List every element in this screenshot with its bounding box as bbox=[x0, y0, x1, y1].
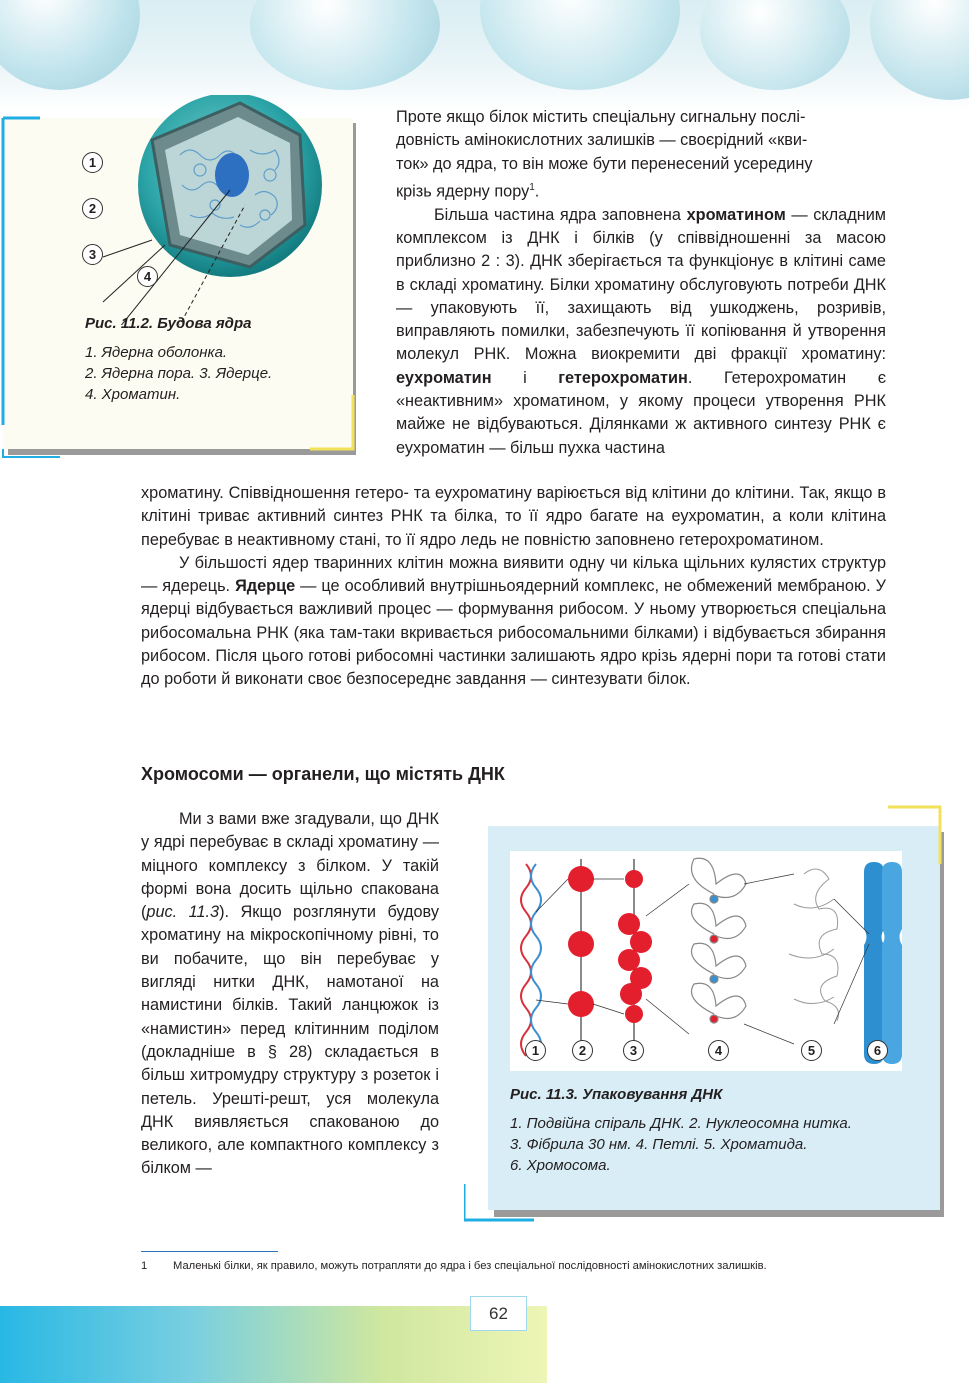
page-number: 62 bbox=[470, 1296, 527, 1331]
text-span: Ми з вами вже згадували, що ДНК у ядрі перебуває в складі хроматину — міцного комплексу з білком. У такій формі вона досить щільно спакована ( bbox=[141, 810, 439, 922]
label-3: 3 bbox=[623, 1040, 644, 1061]
footnote-ref: 1 bbox=[529, 181, 535, 193]
text-span: крізь ядерну пору bbox=[396, 182, 530, 201]
footnote-number: 1 bbox=[141, 1260, 148, 1272]
paragraph-nucleolus bbox=[141, 552, 886, 692]
figure-reference: рис. 11.3 bbox=[146, 903, 220, 922]
text-span: У більшості ядер тваринних клітин можна виявити одну чи кілька щільних кулястих структур — ядерець. bbox=[141, 553, 886, 596]
label-1: 1 bbox=[82, 152, 103, 173]
header-cell-decoration bbox=[700, 0, 850, 90]
footer-decoration bbox=[0, 1306, 547, 1383]
figure-11-2 bbox=[0, 95, 372, 465]
term-chromatin: хроматином bbox=[686, 205, 786, 224]
caption-item: 6. Хромосома. bbox=[510, 1157, 611, 1174]
figure-11-3 bbox=[464, 804, 944, 1224]
header-cell-decoration bbox=[480, 0, 680, 90]
text-span: — це особливий внутрішньоядерний комплекс, не обмежений мембраною. У ядерці відбувається важливий процес — формування рибосом. У ньому утворюється спеціальна рибосомальна РНК (яка там-таки вкривається рибосомальними білками) і відбувається збирання рибосом. Після цього готові рибосомні частинки залишають ядро крізь ядерні пори та готові стати до роботи й виконати своє безпосереднє завдання — синтезувати білок. bbox=[141, 577, 887, 689]
caption-items bbox=[510, 1113, 920, 1176]
loops bbox=[692, 858, 747, 1023]
text-span: — складним комплексом із ДНК і білків (у співвідношенні за масою приблизно 2 : 3). ДНК зберігається та функціонує в клітині саме в складі хроматину. Білки хроматину обслуговують потреби ДНК — упаковують її, захищають від ушкоджень, розривів, виправляють помилки, забезпечують її копіювання й утворення молекул РНК. Можна виокремити дві фракції хроматину: bbox=[396, 205, 886, 364]
label-2: 2 bbox=[82, 198, 103, 219]
label-3: 3 bbox=[82, 244, 103, 265]
fibril-30nm bbox=[618, 859, 652, 1049]
nucleosome-string bbox=[568, 859, 594, 1049]
text-span: Більша частина ядра заповнена bbox=[434, 205, 687, 224]
text-span: і bbox=[491, 368, 559, 387]
text-span: . Гетерохроматин є «неактивним» хроматином, у якому процеси утворення РНК майже не відбуваються. Ділянками ж активного синтезу РНК є еухроматин — більш пухка частина bbox=[396, 368, 886, 457]
caption-item: 1. Подвійна спіраль ДНК. 2. Нуклеосомна нитка. bbox=[510, 1115, 852, 1132]
paragraph-left-column bbox=[141, 808, 439, 1181]
caption-item: 2. Ядерна пора. 3. Ядерце. bbox=[85, 365, 273, 382]
label-4: 4 bbox=[137, 266, 158, 287]
connector-lines bbox=[536, 874, 869, 1044]
caption-title: Рис. 11.3. Упаковування ДНК bbox=[510, 1086, 723, 1103]
dna-double-helix bbox=[521, 864, 541, 1056]
label-5: 5 bbox=[801, 1040, 822, 1061]
paragraph-full-width bbox=[141, 482, 886, 692]
paragraph-chromatin bbox=[396, 204, 886, 460]
section-heading: Хромосоми — органели, що містять ДНК bbox=[141, 764, 505, 784]
figure-11-2-caption bbox=[85, 315, 345, 405]
term-nucleolus: Ядерце bbox=[235, 577, 296, 596]
header-cell-decoration bbox=[250, 0, 440, 90]
figure-11-3-caption bbox=[510, 1086, 920, 1176]
text-span: ). Якщо розглянути будову хроматину на мікроскопічному рівні, то ви побачите, що він перебуває у вигляді нитки ДНК, намотаної на намистини білків. Такий ланцюжок із «намистин» перед клітинним поділом (докладніше в § 28) складається в більш хитромудру структуру з розеток і петель. Урешті-решт, уся молекула ДНК виявляється спакованою до великого, але компактного комплексу з білком — bbox=[141, 903, 439, 1178]
caption-title: Рис. 11.2. Будова ядра bbox=[85, 315, 252, 332]
label-1: 1 bbox=[525, 1040, 546, 1061]
paragraph-right-column bbox=[396, 106, 886, 460]
caption-item: 1. Ядерна оболонка. bbox=[85, 344, 228, 361]
nucleus-illustration bbox=[0, 95, 372, 325]
footnote-text: Маленькі білки, як правило, можуть потрапляти до ядра і без спеціальної послідовності амінокислотних залишків. bbox=[173, 1260, 767, 1272]
chromosome bbox=[864, 862, 902, 1064]
chromatid bbox=[789, 869, 839, 1021]
footnote bbox=[141, 1260, 767, 1272]
label-6: 6 bbox=[867, 1040, 888, 1061]
footnote-divider bbox=[141, 1251, 278, 1252]
term-euchromatin: еухроматин bbox=[396, 368, 492, 387]
text-line: довність амінокислотних залишків — своєрідний «кви- bbox=[396, 131, 808, 150]
caption-item: 3. Фібрила 30 нм. 4. Петлі. 5. Хроматида. bbox=[510, 1136, 808, 1153]
caption-items bbox=[85, 342, 345, 405]
paragraph-chromosomes bbox=[141, 808, 439, 1181]
header-cell-decoration bbox=[870, 0, 969, 100]
term-heterochromatin: гетерохроматин bbox=[558, 368, 688, 387]
caption-item: 4. Хроматин. bbox=[85, 386, 181, 403]
text-line: Проте якщо білок містить спеціальну сигнальну послі- bbox=[396, 108, 806, 126]
nucleolus bbox=[215, 153, 249, 197]
header-cell-decoration bbox=[0, 0, 140, 90]
text-line: ток» до ядра, то він може бути перенесений усередину bbox=[396, 154, 813, 173]
paragraph-chromatin-cont: хроматину. Співвідношення гетеро- та еухроматину варіюється від клітини до клітини. Так, якщо в клітині триває активний синтез РНК та білка, то її ядро багате на еухроматин, а коли клітина перебуває в неактивному стані, то її ядро ледь не повністю заповнено гетерохроматином. bbox=[141, 484, 886, 549]
label-4: 4 bbox=[708, 1040, 729, 1061]
text-line bbox=[396, 176, 886, 204]
label-2: 2 bbox=[572, 1040, 593, 1061]
text-span: . bbox=[534, 182, 540, 201]
